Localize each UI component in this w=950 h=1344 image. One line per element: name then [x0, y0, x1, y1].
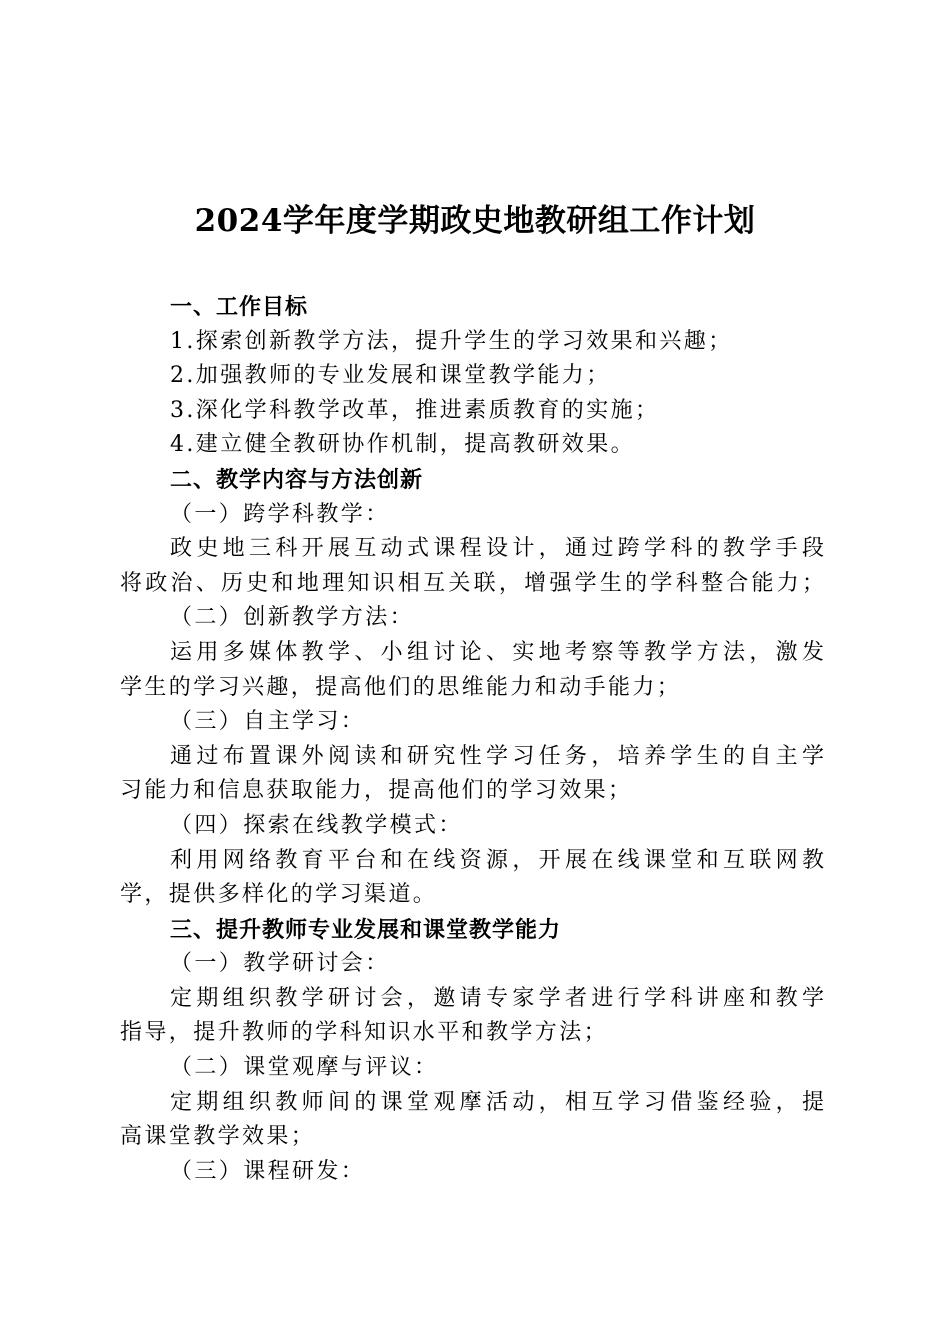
subsection-heading: （一）跨学科教学： [170, 501, 390, 527]
subsection-heading: （二）创新教学方法： [170, 605, 415, 631]
paragraph-line: 利用网络教育平台和在线资源，开展在线课堂和互联网教 [170, 847, 824, 873]
paragraph-line: 政史地三科开展互动式课程设计，通过跨学科的教学手段 [170, 536, 824, 562]
subsection-heading: （二）课堂观摩与评议： [170, 1055, 439, 1081]
section-heading: 一、工作目标 [170, 294, 309, 320]
document-title: 2024学年度学期政史地教研组工作计划 [194, 203, 756, 239]
subsection-heading: （四）探索在线教学模式： [170, 812, 463, 838]
paragraph-line: 定期组织教师间的课堂观摩活动，相互学习借鉴经验，提 [170, 1089, 824, 1115]
paragraph-line: 习能力和信息获取能力，提高他们的学习效果； [120, 778, 633, 804]
paragraph-line: 高课堂教学效果； [120, 1124, 316, 1150]
paragraph-line: 学，提供多样化的学习渠道。 [120, 882, 438, 908]
goal-item: 2.加强教师的专业发展和课堂教学能力； [170, 363, 611, 389]
goal-item: 4.建立健全教研协作机制，提高教研效果。 [170, 432, 635, 458]
section-heading: 三、提升教师专业发展和课堂教学能力 [170, 916, 562, 943]
subsection-heading: （三）课程研发： [170, 1158, 366, 1184]
subsection-heading: （一）教学研讨会： [170, 951, 390, 977]
subsection-heading: （三）自主学习： [170, 709, 366, 735]
goal-item: 1.探索创新教学方法，提升学生的学习效果和兴趣； [170, 328, 733, 354]
goal-item: 3.深化学科教学改革，推进素质教育的实施； [170, 397, 660, 423]
paragraph-line: 指导，提升教师的学科知识水平和教学方法； [120, 1020, 609, 1046]
paragraph-line: 通过布置课外阅读和研究性学习任务，培养学生的自主学 [170, 743, 824, 769]
paragraph-line: 学生的学习兴趣，提高他们的思维能力和动手能力； [120, 674, 682, 700]
paragraph-line: 运用多媒体教学、小组讨论、实地考察等教学方法，激发 [170, 639, 824, 665]
paragraph-line: 定期组织教学研讨会，邀请专家学者进行学科讲座和教学 [170, 985, 824, 1011]
paragraph-line: 将政治、历史和地理知识相互关联，增强学生的学科整合能力； [120, 570, 824, 596]
section-heading: 二、教学内容与方法创新 [170, 466, 424, 493]
document-body [120, 290, 824, 1189]
